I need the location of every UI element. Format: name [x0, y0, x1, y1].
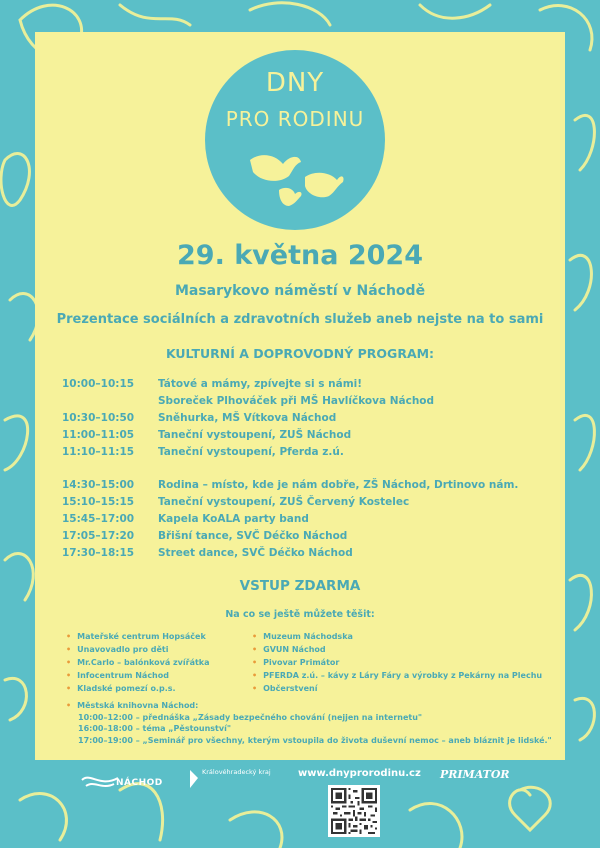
program-row: 17:30–18:15 Street dance, SVČ Déčko Náchod: [62, 547, 353, 559]
program-block-morning: [62, 376, 562, 461]
primator-logo: PRIMATOR: [440, 768, 510, 781]
event-place: Masarykovo náměstí v Náchodě: [174, 283, 426, 299]
list-item: • Infocentrum Náchod: [66, 669, 210, 682]
footer: [0, 760, 600, 848]
website-link[interactable]: www.dnyprorodinu.cz: [298, 768, 421, 779]
logo-subtitle: PRO RODINU: [225, 107, 365, 131]
also-heading: Na co se ještě můžete těšit:: [225, 609, 375, 620]
library-title: • Městská knihovna Náchod:: [66, 700, 566, 712]
program-row: 10:00–10:15 Tátové a mámy, zpívejte si s námi!: [62, 378, 363, 390]
event-date: 29. května 2024: [177, 240, 423, 271]
program-row: 11:00–11:05 Taneční vystoupení, ZUŠ Náchod: [62, 429, 352, 441]
program-block-afternoon: [62, 477, 562, 562]
program-row: Sboreček Plhováček při MŠ Havlíčkova Náchod: [158, 395, 435, 407]
qr-icon: [331, 788, 377, 834]
list-item: • PFERDA z.ú. – kávy z Láry Fáry a výrobky z Pekárny na Plechu: [252, 669, 542, 682]
wave-icon: [80, 772, 120, 792]
program-row: 14:30–15:00 Rodina – místo, kde je nám dobře, ZŠ Náchod, Drtinovo nám.: [62, 479, 519, 491]
list-item: • Kladské pomezí o.p.s.: [66, 682, 210, 695]
free-entry: VSTUP ZDARMA: [239, 578, 361, 594]
logo-title: DNY: [265, 68, 325, 98]
list-item: • Unavovadlo pro děti: [66, 643, 210, 656]
qr-code[interactable]: [328, 785, 380, 837]
program-row: 10:30–10:50 Sněhurka, MŠ Vítkova Náchod: [62, 412, 337, 424]
list-item: • Muzeum Náchodska: [252, 630, 542, 643]
kraj-logo: Královéhradecký kraj: [188, 768, 268, 794]
list-item: • Pivovar Primátor: [252, 656, 542, 669]
library-program: [66, 700, 566, 746]
event-subtitle: Prezentace sociálních a zdravotních služeb aneb nejste na to sami: [56, 312, 544, 327]
program-heading: KULTURNÍ A DOPROVODNÝ PROGRAM:: [165, 346, 435, 361]
kraj-icon: [188, 768, 200, 790]
list-item: • Občerstvení: [252, 682, 542, 695]
nachod-logo: NÁCHOD: [80, 772, 120, 796]
program-row: 17:05–17:20 Břišní tance, SVČ Déčko Náchod: [62, 530, 348, 542]
list-item: 16:00–18:00 – téma „Pěstounství": [78, 724, 231, 733]
list-item: • Mr.Carlo – balónková zvířátka: [66, 656, 210, 669]
program-row: 15:10–15:15 Taneční vystoupení, ZUŠ Červený Kostelec: [62, 496, 410, 508]
event-logo: [205, 50, 385, 230]
program-row: 11:10–11:15 Taneční vystoupení, Pferda z.ú.: [62, 446, 344, 458]
birds-icon: [245, 142, 345, 212]
list-item: 10:00–12:00 – přednáška „Zásady bezpečného chování (nejjen na internetu": [78, 712, 423, 722]
attractions-left: [66, 630, 210, 695]
list-item: 17:00–19:00 – „Seminář pro všechny, kterým vstoupila do života duševní nemoc – aneb bláznit je lidské.": [78, 735, 552, 745]
program-row: 15:45–17:00 Kapela KoALA party band: [62, 513, 309, 525]
list-item: • GVUN Náchod: [252, 643, 542, 656]
attractions-right: [252, 630, 542, 695]
list-item: • Mateřské centrum Hopsáček: [66, 630, 210, 643]
